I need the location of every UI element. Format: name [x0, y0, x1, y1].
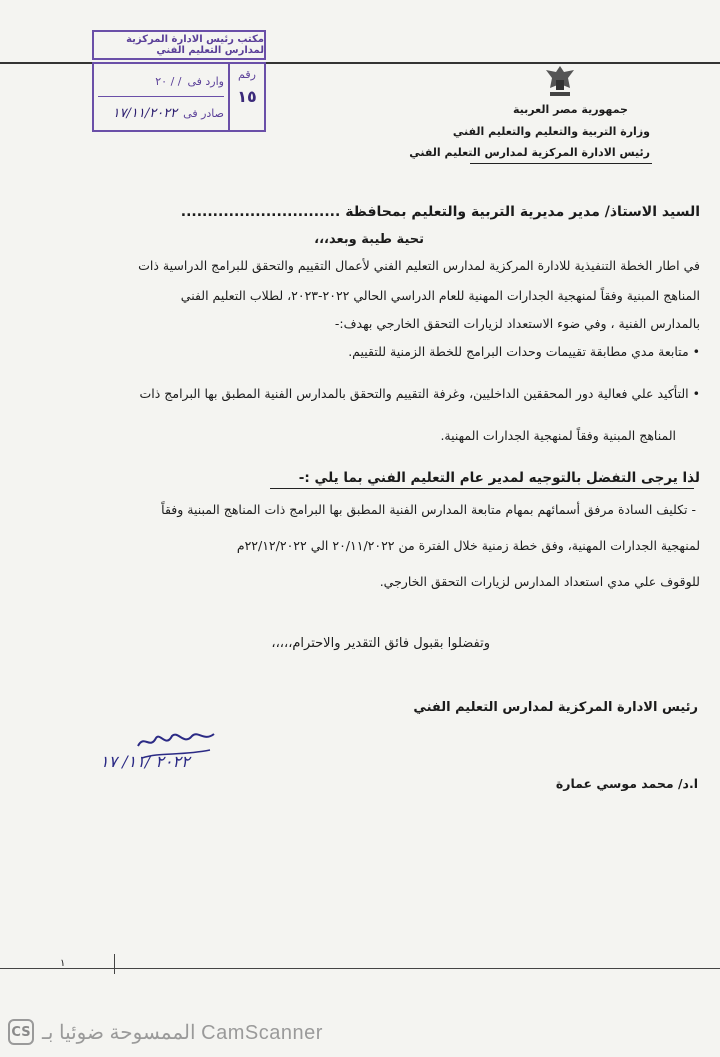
header-department: رئيس الادارة المركزية لمدارس التعليم الفني [409, 146, 650, 159]
camscanner-watermark [0, 1016, 323, 1048]
stamp-number-cell [228, 64, 264, 130]
stamp-incoming-label: وارد فى [187, 74, 224, 88]
stamp-number-value: ١٥ [237, 87, 257, 106]
office-stamp [92, 30, 268, 130]
greeting: تحية طيبة وبعد،،، [314, 232, 424, 247]
stamp-incoming-row [98, 66, 224, 97]
closing-line: وتفضلوا بقبول فائق التقدير والاحترام،،،،، [271, 636, 490, 651]
stamp-title: مكتب رئيس الادارة المركزية لمدارس التعليم الفني [92, 30, 266, 60]
eagle-emblem-icon [540, 62, 580, 102]
camscanner-logo-icon: CS [8, 1019, 34, 1045]
page-number: ١ [60, 958, 66, 969]
task-line: للوقوف علي مدي استعداد المدارس لزيارات التحقق الخارجي. [379, 574, 700, 589]
stamp-incoming-date: / / ٢٠ [155, 74, 182, 88]
stamp-outgoing-row [98, 98, 224, 128]
bottom-divider [0, 968, 720, 969]
request-underline [270, 488, 694, 489]
signer-name: ا.د/ محمد موسي عمارة [555, 776, 698, 791]
header-country: جمهورية مصر العربية [513, 103, 628, 116]
bullet-item-continuation: المناهج المبنية وفقاً لمنهجية الجدارات المهنية. [440, 428, 676, 443]
task-line: - تكليف السادة مرفق أسمائهم بمهام متابعة المدارس الفنية المطبق بها البرامج ذات المناهج المبنية وفقاً [161, 502, 696, 517]
stamp-number-label: رقم [238, 68, 256, 81]
task-line: لمنهجية الجدارات المهنية، وفق خطة زمنية خلال الفترة من ٢٠/١١/٢٠٢٢ الي ٢٢/١٢/٢٠٢٢م [236, 538, 700, 553]
stamp-outgoing-label: صادر فى [183, 106, 224, 120]
bottom-tick [114, 954, 115, 974]
signature-title: رئيس الادارة المركزية لمدارس التعليم الفني [413, 700, 698, 715]
header-ministry: وزارة التربية والتعليم والتعليم الفني [452, 125, 650, 138]
paragraph-line: بالمدارس الفنية ، وفي ضوء الاستعداد لزيارات التحقق الخارجي بهدف:- [334, 316, 700, 331]
stamp-outgoing-date: ١٧/١١/٢٠٢٢ [112, 105, 178, 121]
addressee: السيد الاستاذ/ مدير مديرية التربية والتعليم بمحافظة .............................. [180, 204, 700, 220]
header-underline [470, 163, 652, 164]
bullet-item: • متابعة مدي مطابقة تقييمات وحدات البرامج للخطة الزمنية للتقييم. [348, 344, 700, 359]
handwritten-date: ٢٠٢٢ /١١/ ١٧ [100, 752, 190, 771]
camscanner-text: الممسوحة ضوئيا بـ CamScanner [42, 1021, 323, 1044]
paragraph-line: في اطار الخطة التنفيذية للادارة المركزية لمدارس التعليم الفني لأعمال التقييم والتحقق للبرامج الدراسية ذات [138, 258, 700, 273]
request-heading: لذا يرجى التفضل بالتوجيه لمدير عام التعليم الفني بما يلي :- [298, 470, 700, 486]
bullet-item: • التأكيد علي فعالية دور المحققين الداخليين، وغرفة التقييم والتحقق بالمدارس الفنية المطبق بها البرامج ذات [139, 386, 700, 401]
paragraph-line: المناهج المبنية وفقاً لمنهجية الجدارات المهنية للعام الدراسي الحالي ٢٠٢٢-٢٠٢٣، لطلاب التعليم الفني [180, 288, 700, 303]
stamp-box [92, 62, 266, 132]
